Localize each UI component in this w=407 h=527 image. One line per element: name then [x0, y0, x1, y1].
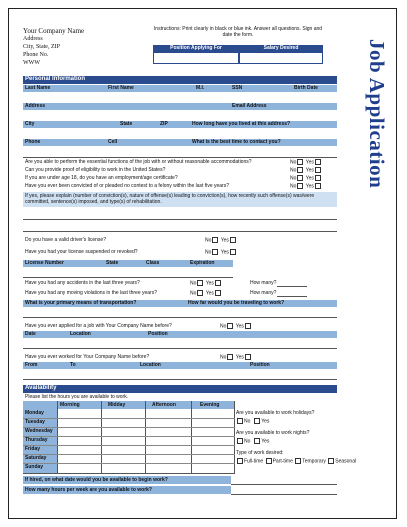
- mi-label: M.I.: [196, 85, 205, 91]
- no-checkbox[interactable]: [297, 159, 303, 165]
- seasonal-label: Seasonal: [335, 458, 357, 465]
- day-tuesday: Tuesday: [25, 419, 45, 425]
- license-expiration-label: Expiration: [190, 260, 215, 266]
- form-title: Job Application: [365, 39, 389, 189]
- yes-checkbox[interactable]: [315, 183, 321, 189]
- yes-checkbox[interactable]: [254, 418, 260, 424]
- no-label: No: [220, 354, 227, 361]
- license-number-label: License Number: [25, 260, 64, 266]
- yes-label: Yes: [220, 249, 229, 256]
- prior-work-from-label: From: [25, 362, 38, 368]
- phone-label: Phone: [25, 139, 41, 145]
- residence-label: How long have you lived at this address?: [192, 121, 291, 127]
- accidents-how-many: How many?: [250, 280, 277, 286]
- yes-label: Yes: [235, 323, 244, 330]
- prior-apply-location-label: Location: [70, 331, 91, 337]
- prior-work-question: Have you ever worked for Your Company Name before?: [25, 354, 150, 360]
- divider: [23, 231, 337, 232]
- email-label: Email Address: [232, 103, 267, 109]
- part-time-label: Part-time: [272, 458, 293, 465]
- col-morning: Morning: [60, 402, 80, 408]
- grid-line: [23, 436, 235, 437]
- day-wednesday: Wednesday: [25, 428, 53, 434]
- yes-label: Yes: [261, 438, 270, 445]
- day-sunday: Sunday: [25, 464, 44, 470]
- prior-work-fields[interactable]: [23, 369, 337, 380]
- prior-apply-fields[interactable]: [23, 338, 337, 349]
- availability-grid: [23, 401, 235, 474]
- yes-checkbox[interactable]: [230, 249, 236, 255]
- transport-fields[interactable]: [23, 307, 337, 318]
- no-label: No: [244, 418, 251, 425]
- question-2: Can you provide proof of eligibility to work in the United States?: [25, 167, 166, 173]
- yes-checkbox[interactable]: [215, 280, 221, 286]
- yes-label: Yes: [235, 354, 244, 361]
- no-checkbox[interactable]: [197, 280, 203, 286]
- suspended-answer: [204, 249, 237, 255]
- yes-checkbox[interactable]: [315, 159, 321, 165]
- no-checkbox[interactable]: [237, 418, 243, 424]
- prior-apply-position-label: Position: [148, 331, 168, 337]
- salary-label: Salary Desired: [239, 45, 323, 52]
- suspended-question: Have you had your license suspended or revoked?: [25, 249, 138, 255]
- grid-line: [23, 445, 235, 446]
- no-checkbox[interactable]: [237, 438, 243, 444]
- last-name-label: Last Name: [25, 85, 51, 91]
- no-label: No: [290, 159, 297, 166]
- full-time-checkbox[interactable]: [237, 458, 243, 464]
- how-many-line[interactable]: [277, 286, 307, 287]
- accidents-question: Have you had any accidents in the last three years?: [25, 280, 140, 286]
- yes-checkbox[interactable]: [254, 438, 260, 444]
- salary-field[interactable]: [239, 52, 323, 64]
- ssn-label: SSN: [232, 85, 243, 91]
- license-question: Do you have a valid driver's license?: [25, 237, 106, 243]
- grid-line: [23, 473, 235, 474]
- full-time-label: Full-time: [244, 458, 264, 465]
- part-time-checkbox[interactable]: [266, 458, 272, 464]
- yes-checkbox[interactable]: [230, 237, 236, 243]
- nights-question: Are you available to work nights?: [236, 430, 310, 436]
- yes-checkbox[interactable]: [215, 290, 221, 296]
- day-monday: Monday: [25, 410, 44, 416]
- accidents-answer: [189, 280, 222, 286]
- holidays-answer: [235, 418, 269, 424]
- no-label: No: [205, 249, 212, 256]
- day-saturday: Saturday: [25, 455, 47, 461]
- grid-line: [23, 463, 235, 464]
- no-label: No: [205, 237, 212, 244]
- license-fields[interactable]: [23, 267, 233, 278]
- work-type-options: [235, 458, 356, 464]
- company-name: Your Company Name: [23, 27, 85, 35]
- no-checkbox[interactable]: [197, 290, 203, 296]
- first-name-label: First Name: [108, 85, 134, 91]
- prior-work-position-label: Position: [250, 362, 270, 368]
- cell-label: Cell: [108, 139, 118, 145]
- col-evening: Evening: [200, 402, 220, 408]
- yes-checkbox[interactable]: [315, 175, 321, 181]
- col-afternoon: Afternoon: [152, 402, 176, 408]
- yes-checkbox[interactable]: [245, 323, 251, 329]
- temporary-label: Temporary: [302, 458, 326, 465]
- city-label: City: [25, 121, 35, 127]
- violations-answer: [189, 290, 222, 296]
- yes-label: Yes: [305, 175, 314, 182]
- personal-row4-fields[interactable]: [23, 146, 337, 158]
- holidays-question: Are you available to work holidays?: [236, 410, 315, 416]
- instructions: Instructions: Print clearly in black or blue ink. Answer all questions. Sign and date the form.: [153, 26, 323, 38]
- prior-work-location-label: Location: [140, 362, 161, 368]
- start-date-field[interactable]: [231, 476, 337, 485]
- personal-row2-header: [23, 103, 337, 110]
- prior-work-answer: [219, 354, 252, 360]
- license-state-label: State: [106, 260, 119, 266]
- position-label: Position Applying For: [153, 45, 239, 52]
- day-friday: Friday: [25, 446, 41, 452]
- no-label: No: [290, 167, 297, 174]
- grid-line: [23, 418, 235, 419]
- yes-label: Yes: [305, 183, 314, 190]
- company-web: WWW: [23, 60, 40, 66]
- q1-answer: [289, 159, 322, 165]
- prior-work-to-label: To: [70, 362, 76, 368]
- violations-how-many: How many?: [250, 290, 277, 296]
- yes-checkbox[interactable]: [315, 167, 321, 173]
- prior-apply-date-label: Date: [25, 331, 36, 337]
- yes-label: Yes: [205, 290, 214, 297]
- question-4: Have you ever been convicted of or pleaded no contest to a felony within the last five years?: [25, 183, 230, 189]
- yes-label: Yes: [305, 159, 314, 166]
- prior-apply-question: Have you ever applied for a job with Your Company Name before?: [25, 323, 172, 329]
- no-checkbox[interactable]: [227, 323, 233, 329]
- birth-date-label: Birth Date: [294, 85, 318, 91]
- prior-apply-answer: [219, 323, 252, 329]
- personal-section-title: Personal Information: [25, 76, 86, 82]
- company-city: City, State, ZIP: [23, 44, 60, 50]
- zip-label: ZIP: [160, 121, 168, 127]
- conviction-note: If yes, please explain (number of conviction(s), nature of offense(s) leading to conviction(s), how recently such offense(s) was/were committed, sentence(s) imposed, and type(s) of rehabilitation.: [25, 193, 315, 205]
- license-answer: [204, 237, 237, 243]
- how-many-line[interactable]: [277, 296, 307, 297]
- personal-row4-header: [23, 139, 337, 146]
- start-date-question: If hired, on what date would you be available to begin work?: [25, 477, 168, 483]
- work-type-question: Type of work desired:: [236, 450, 284, 456]
- availability-section-title: Availability: [25, 385, 57, 391]
- transport-question: What is your primary means of transportation?: [25, 300, 137, 306]
- yes-label: Yes: [220, 237, 229, 244]
- no-checkbox[interactable]: [212, 249, 218, 255]
- no-checkbox[interactable]: [297, 175, 303, 181]
- yes-label: Yes: [261, 418, 270, 425]
- availability-section-header: [23, 385, 337, 393]
- distance-question: How far would you be traveling to work?: [188, 300, 285, 306]
- best-time-label: What is the best time to contact you?: [192, 139, 281, 145]
- question-1: Are you able to perform the essential functions of the job with or without reasonable accommodations?: [25, 159, 252, 165]
- yes-label: Yes: [305, 167, 314, 174]
- no-label: No: [220, 323, 227, 330]
- violations-question: Have you had any moving violations in the last three years?: [25, 290, 158, 296]
- seasonal-checkbox[interactable]: [328, 458, 334, 464]
- availability-instruction: Please list the hours you are available to work.: [25, 394, 129, 400]
- yes-checkbox[interactable]: [245, 354, 251, 360]
- col-midday: Midday: [108, 402, 126, 408]
- hours-question: How many hours per week are you available to work?: [25, 487, 152, 493]
- no-checkbox[interactable]: [212, 237, 218, 243]
- q3-answer: [289, 175, 322, 181]
- hours-field[interactable]: [231, 486, 337, 495]
- personal-section-header: [23, 76, 337, 84]
- question-3: If you are under age 18, do you have an employment/age certificate?: [25, 175, 178, 181]
- position-field[interactable]: [153, 52, 239, 64]
- q2-answer: [289, 167, 322, 173]
- nights-answer: [235, 438, 269, 444]
- state-label: State: [120, 121, 133, 127]
- personal-row1-header: [23, 85, 337, 92]
- no-checkbox[interactable]: [297, 183, 303, 189]
- no-label: No: [190, 290, 197, 297]
- no-label: No: [290, 183, 297, 190]
- company-address: Address: [23, 36, 43, 42]
- q4-answer: [289, 183, 322, 189]
- company-phone: Phone No.: [23, 52, 49, 58]
- no-label: No: [244, 438, 251, 445]
- no-checkbox[interactable]: [297, 167, 303, 173]
- temporary-checkbox[interactable]: [295, 458, 301, 464]
- day-thursday: Thursday: [25, 437, 48, 443]
- address-label: Address: [25, 103, 46, 109]
- divider: [23, 219, 337, 220]
- license-class-label: Class: [146, 260, 160, 266]
- yes-label: Yes: [205, 280, 214, 287]
- no-checkbox[interactable]: [227, 354, 233, 360]
- grid-line: [23, 427, 235, 428]
- no-label: No: [290, 175, 297, 182]
- grid-line: [23, 454, 235, 455]
- application-form: [8, 8, 397, 519]
- no-label: No: [190, 280, 197, 287]
